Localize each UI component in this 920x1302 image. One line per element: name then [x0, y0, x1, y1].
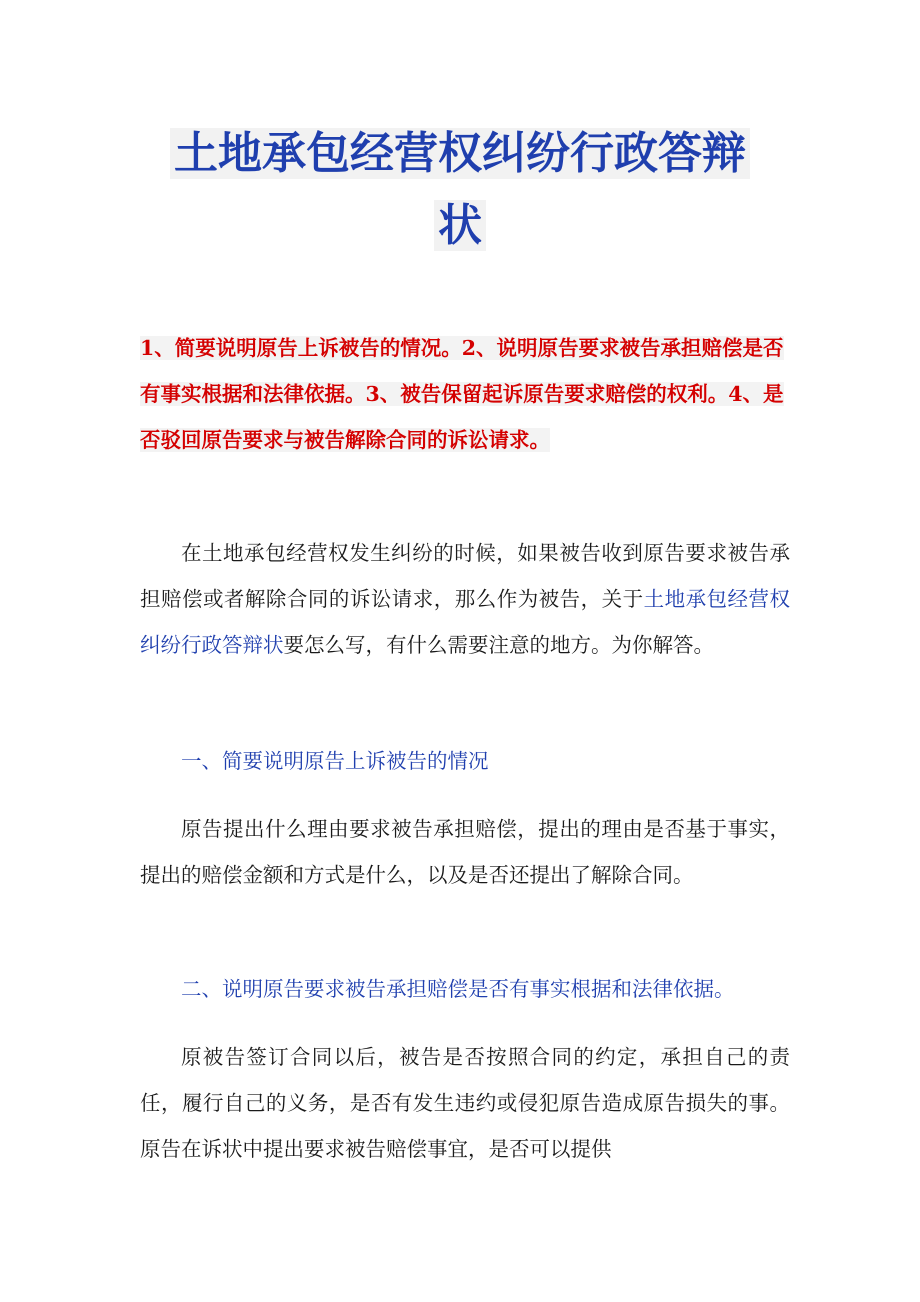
intro-text-after: 要怎么写，有什么需要注意的地方。为你解答。: [283, 633, 714, 657]
intro-paragraph: [140, 530, 790, 668]
intro-text-before: 在土地承包经营权发生纠纷的时候，如果被告收到原告要求被告承担赔偿或者解除合同的诉讼请求，那么作为被告，关于: [140, 541, 790, 611]
section-2-body: 原被告签订合同以后，被告是否按照合同的约定，承担自己的责任，履行自己的义务，是否有发生违约或侵犯原告造成原告损失的事。原告在诉状中提出要求被告赔偿事宜，是否可以提供: [140, 1045, 790, 1161]
summary-text: 1、简要说明原告上诉被告的情况。2、说明原告要求被告承担赔偿是否有事实根据和法律依据。3、被告保留起诉原告要求赔偿的权利。4、是否驳回原告要求与被告解除合同的诉讼请求。: [140, 336, 784, 452]
title-line-2: 状: [434, 200, 486, 251]
title-line-1: 土地承包经营权纠纷行政答辩: [170, 128, 750, 179]
section-2-heading: 二、说明原告要求被告承担赔偿是否有事实根据和法律依据。: [181, 977, 735, 1001]
section-1-heading: 一、简要说明原告上诉被告的情况: [181, 749, 489, 773]
summary-paragraph: [140, 325, 790, 463]
section-1-body: 原告提出什么理由要求被告承担赔偿，提出的理由是否基于事实，提出的赔偿金额和方式是什么，以及是否还提出了解除合同。: [140, 817, 790, 887]
document-title: [0, 118, 920, 262]
intro-link[interactable]: 土地承包经营权纠纷行政答辩状: [140, 587, 791, 657]
